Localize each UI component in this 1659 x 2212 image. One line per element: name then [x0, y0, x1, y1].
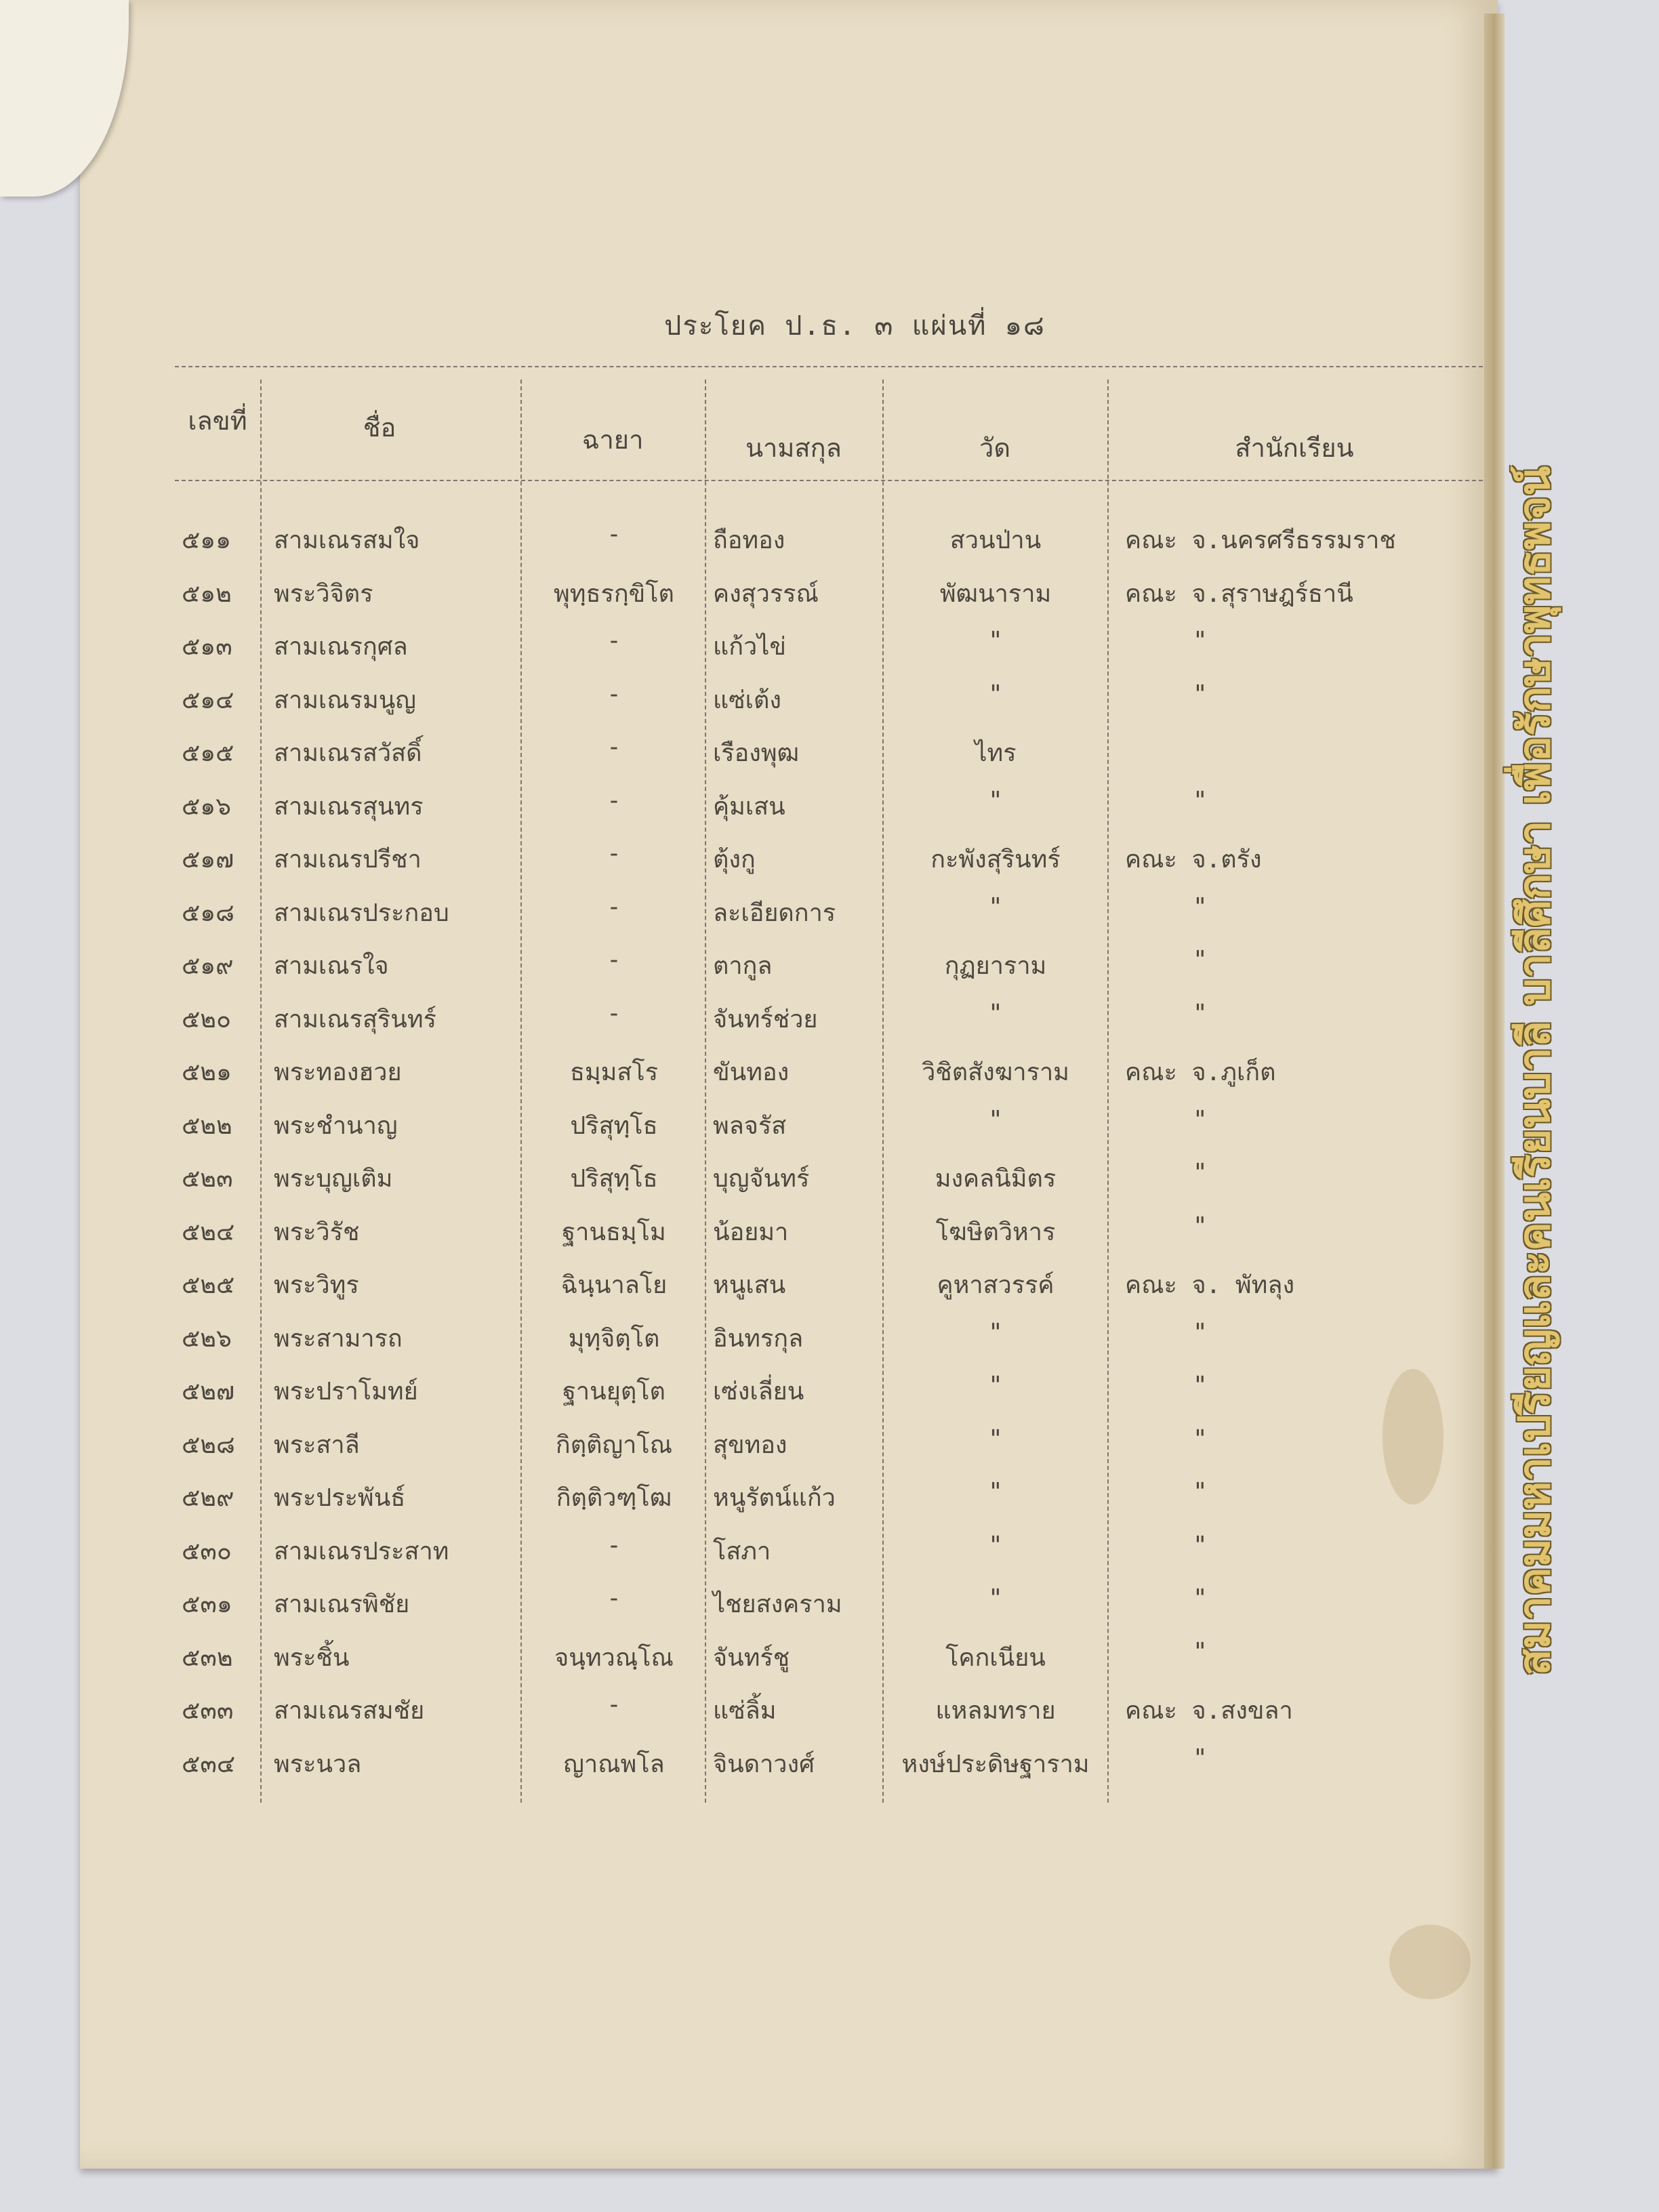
row-number: ๕๒๒: [182, 1112, 232, 1140]
row-chaya: -: [607, 733, 621, 761]
row-number: ๕๒๕: [182, 1271, 235, 1299]
row-chaya: ปริสุทฺโธ: [570, 1112, 658, 1140]
row-school: คณะ จ. พัทลุง: [1125, 1271, 1295, 1299]
row-wat: แหลมทราย: [935, 1697, 1056, 1725]
row-chaya: -: [607, 893, 621, 921]
row-name: พระบุญเติม: [274, 1165, 393, 1193]
row-surname: ขันทอง: [713, 1059, 790, 1086]
row-wat: คูหาสวรรค์: [937, 1271, 1054, 1299]
row-number: ๕๒๙: [182, 1484, 234, 1512]
row-chaya: -: [607, 520, 621, 548]
row-name: พระชำนาญ: [274, 1112, 398, 1140]
row-surname: สุขทอง: [713, 1431, 787, 1459]
row-wat: ": [988, 1106, 1003, 1134]
row-number: ๕๑๖: [182, 793, 231, 821]
row-number: ๕๓๒: [182, 1644, 233, 1672]
row-chaya: -: [607, 1000, 621, 1027]
header-wat: วัด: [979, 433, 1010, 463]
row-school: ": [1193, 1372, 1208, 1399]
row-name: พระวิจิตร: [274, 580, 373, 608]
row-school: ": [1193, 787, 1208, 815]
row-surname: ละเอียดการ: [713, 899, 836, 927]
row-number: ๕๑๑: [182, 527, 231, 554]
row-name: สามเณรพิชัย: [274, 1591, 410, 1618]
row-surname: น้อยมา: [713, 1218, 789, 1246]
row-surname: พลจรัส: [713, 1112, 787, 1140]
row-name: สามเณรสุรินทร์: [274, 1006, 436, 1033]
row-name: พระสาลี: [274, 1431, 360, 1459]
row-school: ": [1193, 1744, 1208, 1772]
row-name: สามเณรสวัสดิ์: [274, 739, 422, 767]
row-number: ๕๒๐: [182, 1006, 231, 1033]
header-chaya: ฉายา: [581, 425, 644, 455]
row-wat: ": [988, 1319, 1003, 1347]
row-name: พระวิทูร: [274, 1271, 359, 1299]
row-chaya: -: [607, 1584, 621, 1612]
row-number: ๕๓๓: [182, 1697, 234, 1725]
row-chaya: กิตฺติวฑฺโฒ: [556, 1484, 672, 1512]
row-number: ๕๓๔: [182, 1750, 236, 1778]
row-wat: หงษ์ประดิษฐาราม: [901, 1750, 1090, 1778]
row-surname: ถือทอง: [713, 527, 785, 554]
row-name: สามเณรประสาท: [274, 1538, 449, 1565]
row-school: ": [1193, 1478, 1208, 1506]
row-number: ๕๑๕: [182, 739, 234, 767]
row-wat: ": [988, 627, 1003, 655]
row-surname: โสภา: [713, 1538, 771, 1565]
row-school: ": [1193, 1159, 1208, 1187]
row-school: คณะ จ.นครศรีธรรมราช: [1125, 527, 1396, 554]
row-school: ": [1193, 680, 1208, 708]
row-surname: บุญจันทร์: [713, 1165, 810, 1193]
watermark: สมาคมมหาเปรียญและคนเรียนบาลี บาลีศึกษา เพื่อรักษาพุทธพจน์: [1510, 466, 1560, 1676]
row-school: ": [1193, 1212, 1208, 1240]
row-number: ๕๑๗: [182, 846, 234, 874]
header-name: ชื่อ: [363, 413, 396, 443]
row-chaya: กิตฺติญาโณ: [555, 1431, 673, 1459]
row-wat: ": [988, 893, 1003, 921]
row-number: ๕๓๐: [182, 1538, 232, 1565]
row-wat: ": [988, 1425, 1003, 1453]
row-chaya: -: [607, 627, 621, 655]
row-school: ": [1193, 1319, 1208, 1347]
row-surname: คุ้มเสน: [713, 793, 785, 821]
header-bottom-rule: [175, 480, 1483, 481]
row-chaya: จนฺทวณฺโณ: [554, 1644, 674, 1672]
row-name: สามเณรมนูญ: [274, 687, 416, 714]
row-surname: แซ่ลิ้ม: [713, 1697, 777, 1725]
row-name: พระวิรัช: [274, 1218, 360, 1246]
row-school: คณะ จ.ภูเก็ต: [1125, 1059, 1276, 1086]
row-wat: กุฏยาราม: [944, 952, 1047, 980]
row-chaya: -: [607, 787, 621, 815]
row-surname: ไชยสงคราม: [713, 1591, 842, 1618]
row-school: ": [1193, 627, 1208, 655]
row-chaya: พุทฺธรกฺขิโต: [554, 580, 674, 608]
row-wat: มงคลนิมิตร: [935, 1165, 1057, 1193]
row-wat: ": [988, 1532, 1003, 1559]
row-name: สามเณรปรีชา: [274, 846, 422, 874]
row-surname: จันทร์ช่วย: [713, 1006, 818, 1033]
row-school: ": [1193, 946, 1208, 974]
row-chaya: -: [607, 840, 621, 867]
row-school: คณะ จ.สงขลา: [1125, 1697, 1293, 1725]
row-surname: เซ่งเลี่ยน: [713, 1378, 804, 1406]
row-number: ๕๒๗: [182, 1378, 235, 1406]
row-surname: จันทร์ชู: [713, 1644, 790, 1672]
row-surname: จินดาวงศ์: [713, 1750, 815, 1778]
row-surname: หนูเสน: [713, 1271, 786, 1299]
row-school: ": [1193, 1000, 1208, 1027]
row-name: สามเณรสมใจ: [274, 527, 420, 554]
column-divider: [705, 380, 706, 1803]
row-number: ๕๒๘: [182, 1431, 235, 1459]
row-chaya: -: [607, 680, 621, 708]
row-number: ๕๒๖: [182, 1325, 232, 1353]
row-surname: แซ่เต้ง: [713, 687, 781, 714]
row-name: พระปราโมทย์: [274, 1378, 418, 1406]
row-chaya: ปริสุทฺโธ: [570, 1165, 658, 1193]
row-name: สามเณรกุศล: [274, 633, 408, 661]
row-school: ": [1193, 1584, 1208, 1612]
row-name: สามเณรประกอบ: [274, 899, 449, 927]
table-top-rule: [175, 366, 1483, 367]
row-number: ๕๑๔: [182, 687, 234, 714]
row-surname: คงสุวรรณ์: [713, 580, 819, 608]
row-surname: แก้วไข่: [713, 633, 786, 661]
header-school: สำนักเรียน: [1235, 433, 1354, 463]
row-wat: โฆษิตวิหาร: [935, 1218, 1056, 1246]
row-school: ": [1193, 1106, 1208, 1134]
row-school: ": [1193, 1532, 1208, 1559]
row-chaya: มุทฺจิตฺโต: [568, 1325, 660, 1353]
row-school: คณะ จ.ตรัง: [1125, 846, 1262, 874]
column-divider: [1107, 380, 1109, 1803]
row-number: ๕๑๒: [182, 580, 232, 608]
row-chaya: -: [607, 946, 621, 974]
row-surname: เรืองพุฒ: [713, 739, 800, 767]
row-wat: ": [988, 1372, 1003, 1399]
row-name: พระสามารถ: [274, 1325, 403, 1353]
row-wat: กะพังสุรินทร์: [930, 846, 1061, 874]
row-wat: ": [988, 1584, 1003, 1612]
row-chaya: ฐานยุตฺโต: [562, 1378, 665, 1406]
column-divider: [520, 380, 522, 1803]
column-divider: [260, 380, 262, 1803]
row-school: ": [1193, 1425, 1208, 1453]
row-number: ๕๑๘: [182, 899, 234, 927]
row-surname: ตุ้งกู: [713, 846, 756, 874]
header-surname: นามสกุล: [745, 433, 842, 463]
row-chaya: ฉินฺนาลโย: [560, 1271, 668, 1299]
row-chaya: ฐานธมฺโม: [562, 1218, 666, 1246]
row-wat: ": [988, 787, 1003, 815]
row-name: พระประพันธ์: [274, 1484, 406, 1512]
row-wat: โคกเนียน: [945, 1644, 1046, 1672]
header-number: เลขที่: [188, 406, 247, 436]
row-chaya: ญาณพโล: [563, 1750, 665, 1778]
row-wat: สวนป่าน: [949, 527, 1042, 554]
row-wat: พัฒนาราม: [939, 580, 1052, 608]
row-school: ": [1193, 893, 1208, 921]
row-name: สามเณรสุนทร: [274, 793, 424, 821]
row-number: ๕๑๓: [182, 633, 232, 661]
row-chaya: -: [607, 1691, 621, 1719]
row-name: พระชิ้น: [274, 1644, 350, 1672]
row-name: พระทองฮวย: [274, 1059, 402, 1086]
row-name: พระนวล: [274, 1750, 362, 1778]
column-divider: [882, 380, 884, 1803]
row-wat: ": [988, 1000, 1003, 1027]
row-chaya: ธมฺมสโร: [569, 1059, 659, 1086]
row-school: ": [1193, 1638, 1208, 1666]
row-surname: อินทรกุล: [713, 1325, 804, 1353]
page-title: ประโยค ป.ธ. ๓ แผ่นที่ ๑๘: [664, 310, 1046, 342]
row-name: สามเณรใจ: [274, 952, 389, 980]
row-chaya: -: [607, 1532, 621, 1559]
row-school: คณะ จ.สุราษฎร์ธานี: [1125, 580, 1353, 608]
row-wat: ไทร: [975, 739, 1017, 767]
row-number: ๕๒๔: [182, 1218, 235, 1246]
row-number: ๕๒๑: [182, 1059, 232, 1086]
row-surname: หนูรัตน์แก้ว: [713, 1484, 836, 1512]
row-number: ๕๒๓: [182, 1165, 233, 1193]
row-wat: ": [988, 680, 1003, 708]
row-number: ๕๓๑: [182, 1591, 232, 1618]
row-surname: ตากูล: [713, 952, 773, 980]
row-number: ๕๑๙: [182, 952, 234, 980]
row-name: สามเณรสมชัย: [274, 1697, 425, 1725]
stain: [1389, 1925, 1471, 1999]
row-wat: วิชิตสังฆาราม: [922, 1059, 1069, 1086]
row-wat: ": [988, 1478, 1003, 1506]
